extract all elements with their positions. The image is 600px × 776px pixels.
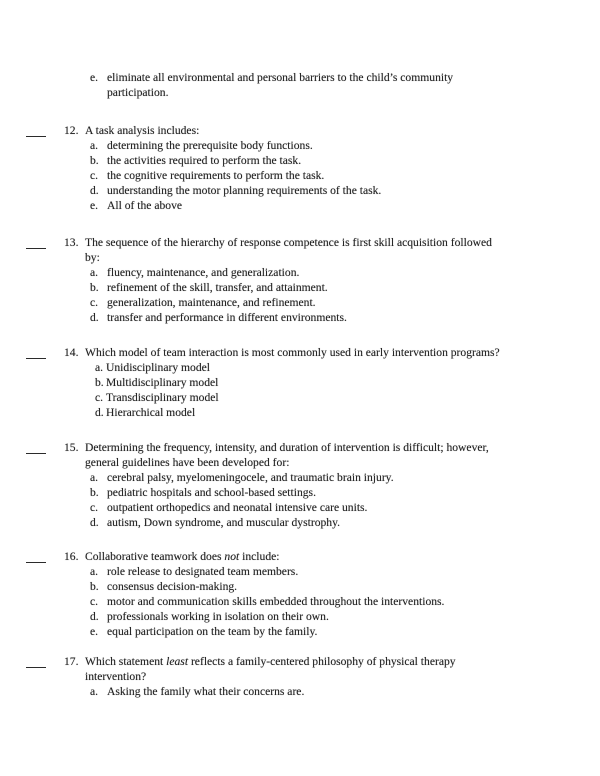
text-run: Transdisciplinary model [106,391,219,404]
option-letter: a. [90,471,99,484]
text-run: autism, Down syndrome, and muscular dystrophy. [107,516,341,529]
option-text-line [107,85,600,100]
option-text [106,360,600,375]
question-block [0,123,600,213]
text-run: refinement of the skill, transfer, and attainment. [107,281,328,294]
text-run: pediatric hospitals and school-based settings. [107,486,316,499]
option-text-line [107,485,600,500]
question-body [85,440,600,530]
option-text [107,579,600,594]
option-text-line [107,153,600,168]
text-run: the cognitive requirements to perform the task. [107,169,325,182]
option-letter: c. [90,501,99,514]
option-text-line [107,564,600,579]
option-letter: a. [90,565,99,578]
option-text-line [107,198,600,213]
question-body [85,345,600,420]
question-block [0,654,600,699]
option-letter: b. [90,486,99,499]
option-text [107,153,600,168]
option-row [85,360,600,375]
question-block [0,549,600,639]
text-run: role release to designated team members. [107,565,299,578]
text-run: Which model of team interaction is most commonly used in early intervention programs? [85,346,500,359]
question-block [0,440,600,530]
option-row [85,375,600,390]
option-row [85,295,600,310]
option-row [85,138,600,153]
option-row [85,609,600,624]
text-run: outpatient orthopedics and neonatal intensive care units. [107,501,368,514]
option-text [107,684,600,699]
answer-blank-line [26,656,46,668]
answer-blank-line [26,442,46,454]
option-letter: b. [90,154,99,167]
question-prompt-line [85,440,600,455]
option-text [107,198,600,213]
option-row [85,183,600,198]
text-run: Unidisciplinary model [106,361,211,374]
question-block [0,345,600,420]
question-body [85,654,600,699]
option-letter: a. [90,266,99,279]
option-text-line [107,579,600,594]
question-prompt-line [85,549,600,564]
option-text-line [107,624,600,639]
option-text [106,405,600,420]
option-text [107,609,600,624]
text-run: generalization, maintenance, and refinement. [107,296,316,309]
text-run: Hierarchical model [106,406,196,419]
option-letter: a. [95,361,104,374]
option-row [85,168,600,183]
option-row [85,153,600,168]
question-prompt-line [85,654,600,669]
question-number: 13. [64,236,79,249]
option-row [85,515,600,530]
option-text [107,168,600,183]
option-text [107,500,600,515]
option-text-line [107,183,600,198]
text-run: general guidelines have been developed for: [85,456,290,469]
option-text-line [107,265,600,280]
option-text [107,295,600,310]
answer-blank-line [26,551,46,563]
option-row [85,70,600,100]
option-row [85,564,600,579]
question-body [85,235,600,325]
option-text-line [107,295,600,310]
text-run: The sequence of the hierarchy of response competence is first skill acquisition followed [85,236,492,249]
question-prompt-line [85,345,600,360]
option-row [85,470,600,485]
text-run: intervention? [85,670,147,683]
emphasized-text-run: least [166,655,189,668]
question-prompt-line [85,669,600,684]
text-run: include: [239,550,280,563]
text-run: understanding the motor planning requirements of the task. [107,184,382,197]
option-letter: c. [90,595,99,608]
option-text [107,265,600,280]
option-text-line [106,375,600,390]
option-text-line [107,310,600,325]
text-run: participation. [107,86,169,99]
option-text-line [106,390,600,405]
option-text [106,375,600,390]
option-row [85,265,600,280]
option-row [85,485,600,500]
option-text [106,390,600,405]
text-run: Determining the frequency, intensity, and duration of intervention is difficult; however, [85,441,489,454]
option-letter: d. [90,184,99,197]
option-text [107,470,600,485]
option-row [85,390,600,405]
option-row [85,684,600,699]
option-letter: d. [90,516,99,529]
option-text [107,594,600,609]
option-text [107,515,600,530]
option-letter: c. [90,296,99,309]
option-letter: b. [90,580,99,593]
answer-blank-line [26,347,46,359]
option-text-line [107,594,600,609]
question-number: 16. [64,550,79,563]
option-text-line [107,470,600,485]
option-letter: e. [90,71,99,84]
text-run: motor and communication skills embedded throughout the interventions. [107,595,445,608]
option-row [85,594,600,609]
option-text [107,564,600,579]
option-letter: e. [90,199,99,212]
text-run: consensus decision-making. [107,580,238,593]
text-run: the activities required to perform the task. [107,154,302,167]
option-text [107,280,600,295]
question-prompt-line [85,235,600,250]
text-run: transfer and performance in different environments. [107,311,347,324]
option-letter: c. [90,169,99,182]
option-letter: d. [90,610,99,623]
question-number: 17. [64,655,79,668]
text-run: cerebral palsy, myelomeningocele, and traumatic brain injury. [107,471,394,484]
option-text-line [107,168,600,183]
option-text [107,138,600,153]
question-block [0,70,600,100]
option-letter: a. [90,685,99,698]
option-text [107,183,600,198]
option-row [85,198,600,213]
option-letter: e. [90,625,99,638]
option-letter: c. [95,391,104,404]
text-run: Which statement [85,655,167,668]
option-letter: a. [90,139,99,152]
option-text [107,310,600,325]
option-text-line [107,609,600,624]
option-row [85,310,600,325]
text-run: Collaborative teamwork does [85,550,225,563]
question-body [85,549,600,639]
text-run: A task analysis includes: [85,124,200,137]
option-text-line [107,138,600,153]
option-text [107,624,600,639]
option-row [85,624,600,639]
question-prompt-line [85,455,600,470]
question-block [0,235,600,325]
text-run: Asking the family what their concerns are. [107,685,305,698]
option-text-line [107,500,600,515]
option-letter: d. [95,406,104,419]
question-prompt-line [85,250,600,265]
option-text [107,70,600,100]
text-run: Multidisciplinary model [106,376,219,389]
option-text [107,485,600,500]
question-body [85,70,600,100]
option-text-line [107,280,600,295]
option-letter: b. [95,376,104,389]
text-run: determining the prerequisite body functions. [107,139,313,152]
text-run: equal participation on the team by the family. [107,625,318,638]
text-run: professionals working in isolation on their own. [107,610,329,623]
option-row [85,579,600,594]
option-letter: d. [90,311,99,324]
option-text-line [106,360,600,375]
option-text-line [107,515,600,530]
question-number: 14. [64,346,79,359]
option-text-line [107,684,600,699]
option-text-line [107,70,600,85]
answer-blank-line [26,125,46,137]
option-letter: b. [90,281,99,294]
emphasized-text-run: not [224,550,240,563]
option-row [85,500,600,515]
option-row [85,280,600,295]
option-row [85,405,600,420]
question-prompt-line [85,123,600,138]
question-number: 12. [64,124,79,137]
question-number: 15. [64,441,79,454]
text-run: fluency, maintenance, and generalization. [107,266,300,279]
text-run: reflects a family-centered philosophy of physical therapy [188,655,456,668]
option-text-line [106,405,600,420]
question-body [85,123,600,213]
text-run: eliminate all environmental and personal barriers to the child’s community [107,71,454,84]
text-run: by: [85,251,100,264]
text-run: All of the above [107,199,183,212]
answer-blank-line [26,237,46,249]
